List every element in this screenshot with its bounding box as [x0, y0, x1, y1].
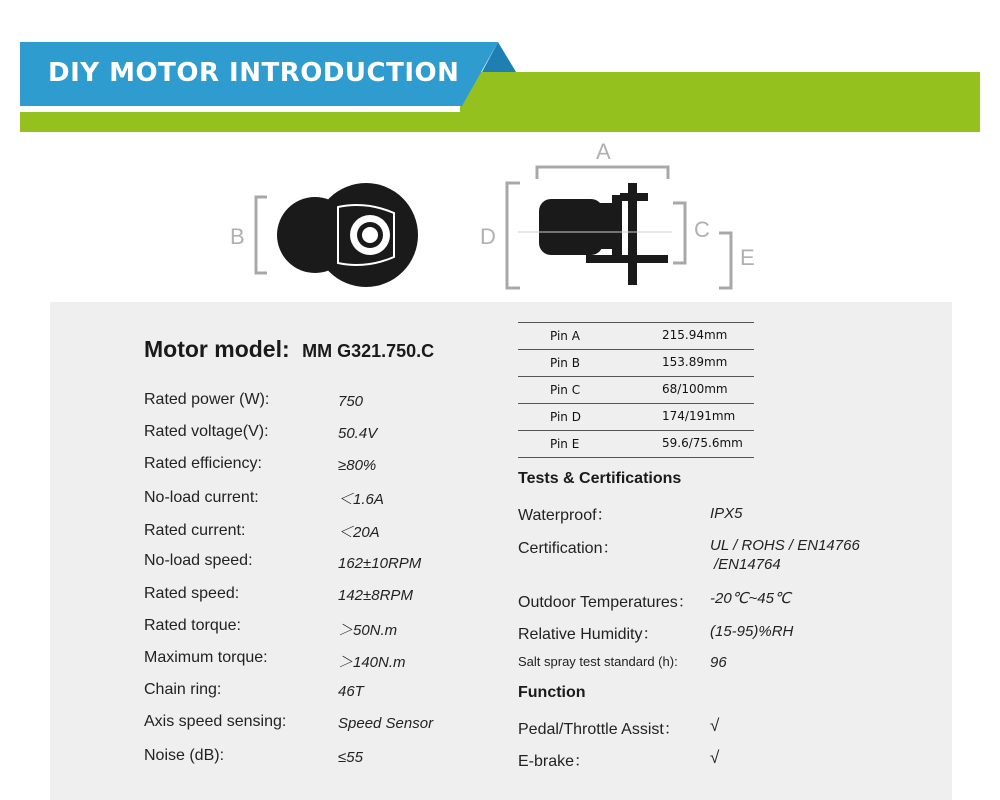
- pin-value: 215.94mm: [662, 328, 728, 342]
- header-banner: [20, 42, 980, 132]
- salt-spray-value: 96: [710, 654, 727, 671]
- table-row: [518, 430, 754, 458]
- motor-side-view: [230, 183, 418, 287]
- e-brake-check-icon: √: [710, 748, 720, 767]
- spec-label-rated-speed: Rated speed:: [144, 585, 240, 602]
- waterproof-value: IPX5: [710, 505, 743, 522]
- certification-value-continued: /EN14764: [714, 556, 781, 573]
- dimension-bracket-b: [256, 197, 267, 273]
- motor-dimension-diagram: [0, 135, 1000, 300]
- spec-value-maximum-torque: ＞140N.m: [338, 654, 406, 671]
- spec-value-no-load-speed: 162±10RPM: [338, 555, 422, 572]
- spec-value-chain-ring: 46T: [338, 683, 364, 700]
- outdoor-temperature-label: Outdoor Temperatures：: [518, 594, 694, 611]
- spec-value-rated-efficiency: ≥80%: [338, 457, 377, 474]
- pedal-throttle-assist-label: Pedal/Throttle Assist：: [518, 721, 680, 738]
- motor-model-label: Motor model:: [144, 336, 290, 362]
- dimension-letter-e: E: [740, 245, 755, 270]
- pin-name: Pin C: [550, 383, 581, 397]
- outdoor-temperature-value: -20℃~45℃: [710, 590, 791, 607]
- dimension-letter-b: B: [230, 224, 245, 249]
- dimension-bracket-c: [673, 203, 685, 263]
- spec-value-noise: ≤55: [338, 749, 363, 766]
- motor-top-view: [480, 139, 755, 288]
- pin-value: 68/100mm: [662, 382, 728, 396]
- motor-model-value: MM G321.750.C: [302, 341, 435, 361]
- tests-section-title: Tests & Certifications: [518, 470, 682, 487]
- pin-value: 59.6/75.6mm: [662, 436, 743, 450]
- dimension-letter-d: D: [480, 224, 496, 249]
- function-section-title: Function: [518, 684, 586, 701]
- dimension-bracket-a: [537, 167, 668, 179]
- certification-value: UL / ROHS / EN14766: [710, 537, 860, 554]
- spec-value-axis-speed-sensing: Speed Sensor: [338, 715, 434, 732]
- salt-spray-label: Salt spray test standard (h):: [518, 654, 678, 669]
- spindle-flange: [620, 193, 648, 201]
- table-row: [518, 349, 754, 376]
- spec-label-maximum-torque: Maximum torque:: [144, 649, 268, 666]
- pin-name: Pin B: [550, 356, 580, 370]
- dimension-letter-a: A: [596, 139, 611, 164]
- spec-value-rated-power: 750: [338, 393, 364, 410]
- e-brake-label: E-brake：: [518, 753, 591, 770]
- pin-name: Pin E: [550, 437, 580, 451]
- dimension-letter-c: C: [694, 217, 710, 242]
- spec-value-rated-voltage: 50.4V: [338, 425, 378, 442]
- spec-value-no-load-current: ＜1.6A: [338, 491, 384, 508]
- spec-panel: [50, 302, 952, 800]
- spec-label-axis-speed-sensing: Axis speed sensing:: [144, 713, 287, 730]
- relative-humidity-label: Relative Humidity：: [518, 626, 659, 643]
- motor-model-row: [144, 336, 434, 363]
- spec-value-rated-speed: 142±8RPM: [338, 587, 413, 604]
- spec-label-no-load-current: No-load current:: [144, 489, 259, 506]
- spec-value-rated-current: ＜20A: [338, 524, 380, 541]
- spec-label-rated-current: Rated current:: [144, 522, 246, 539]
- spec-label-rated-power: Rated power (W):: [144, 391, 270, 408]
- pedal-throttle-check-icon: √: [710, 716, 720, 735]
- crank-axle-hole: [362, 227, 378, 243]
- certification-label: Certification：: [518, 540, 619, 557]
- spec-label-noise: Noise (dB):: [144, 747, 225, 764]
- gearbox-block: [598, 203, 612, 249]
- pin-name: Pin A: [550, 329, 580, 343]
- table-row: [518, 403, 754, 430]
- chainring-plate: [612, 195, 622, 259]
- pin-value: 174/191mm: [662, 409, 736, 423]
- table-row: [518, 376, 754, 403]
- spec-label-no-load-speed: No-load speed:: [144, 552, 253, 569]
- spec-value-rated-torque: ＞50N.m: [338, 622, 398, 639]
- pin-value: 153.89mm: [662, 355, 728, 369]
- mount-arm: [586, 255, 668, 263]
- spec-label-chain-ring: Chain ring:: [144, 681, 222, 698]
- pin-dimension-table: [518, 322, 754, 458]
- dimension-bracket-e: [719, 233, 731, 288]
- pin-name: Pin D: [550, 410, 581, 424]
- spec-label-rated-efficiency: Rated efficiency:: [144, 455, 262, 472]
- waterproof-label: Waterproof：: [518, 507, 613, 524]
- table-row: [518, 322, 754, 349]
- spec-label-rated-torque: Rated torque:: [144, 617, 241, 634]
- relative-humidity-value: (15-95)%RH: [710, 623, 794, 640]
- dimension-drawing: [0, 135, 1000, 300]
- spec-label-rated-voltage: Rated voltage(V):: [144, 423, 269, 440]
- dimension-bracket-d: [507, 183, 520, 288]
- motor-body: [539, 199, 603, 255]
- banner-title: DIY MOTOR INTRODUCTION: [48, 58, 460, 88]
